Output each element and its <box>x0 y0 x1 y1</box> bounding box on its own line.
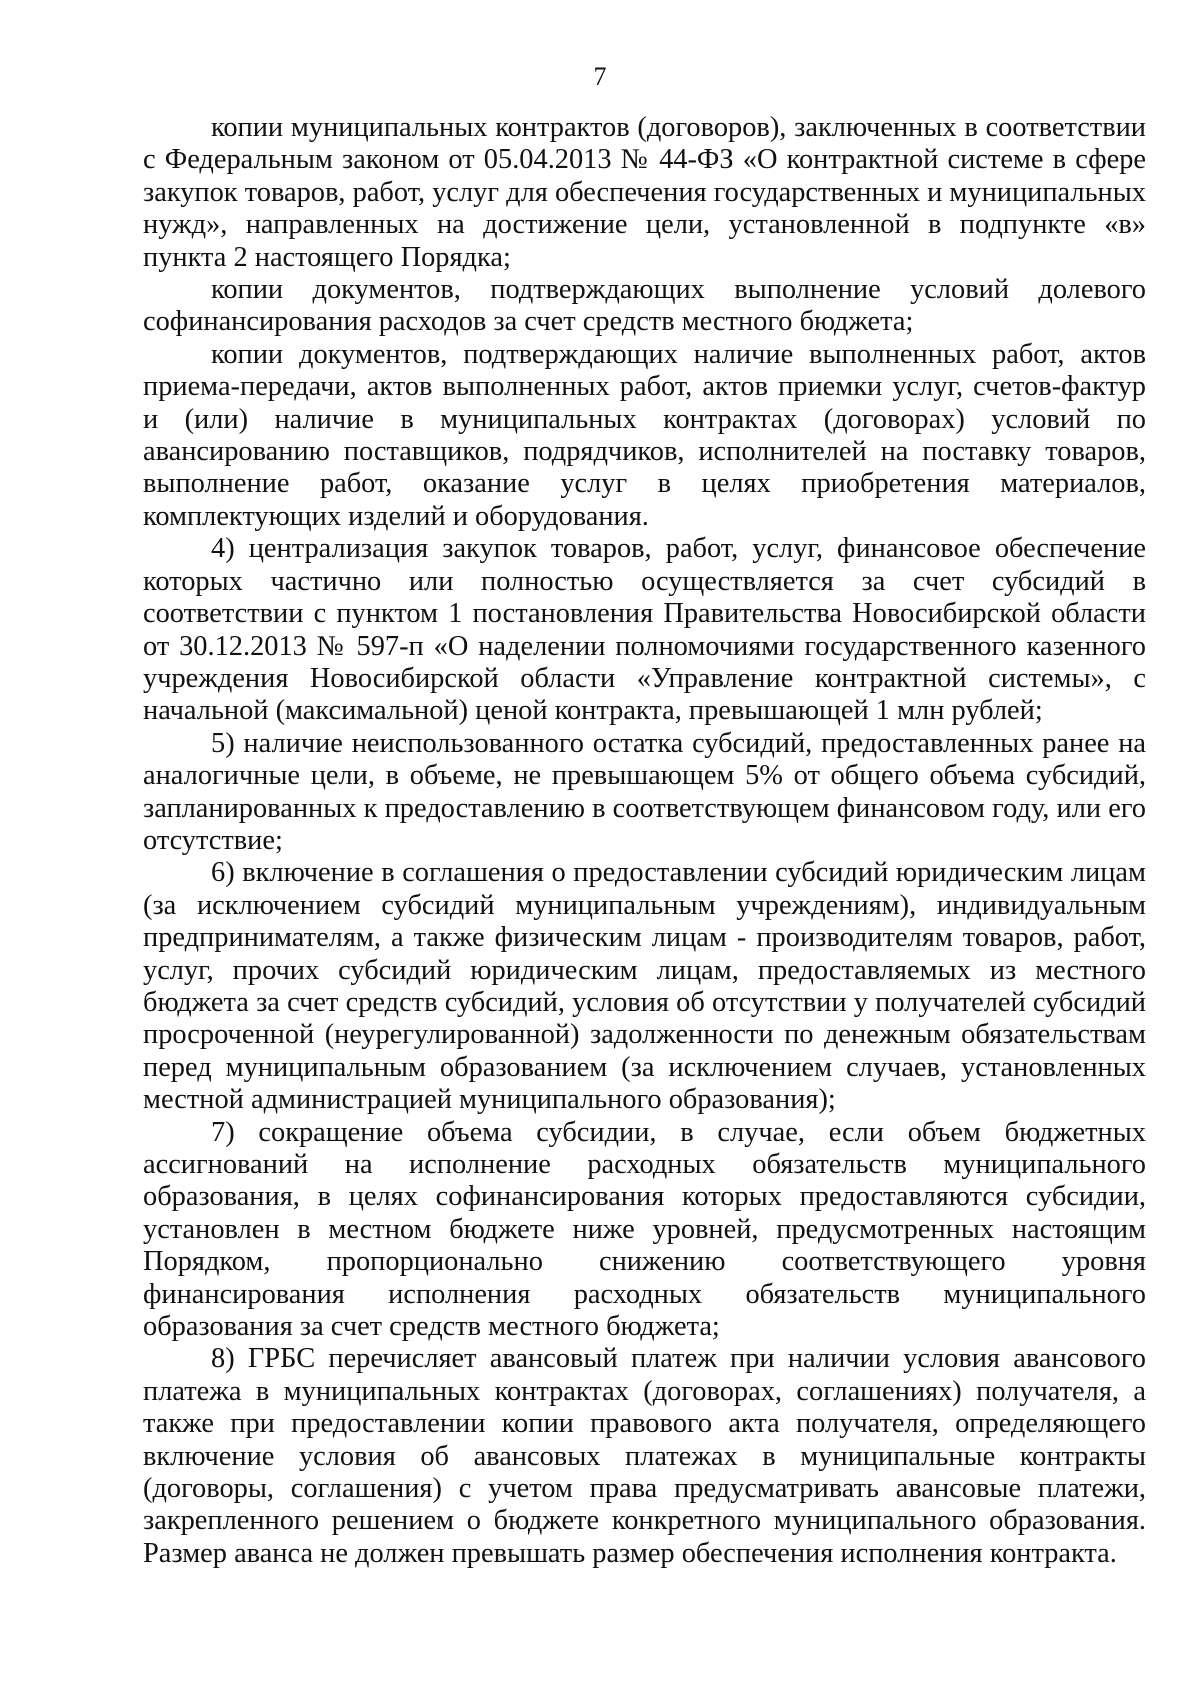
document-body <box>143 112 1146 1570</box>
paragraph-completed-works-documents: копии документов, подтверждающих наличие выполненных работ, актов приема-передачи, актов выполненных работ, актов приемки услуг, счетов-фактур и (или) наличие в муниципальных контрактах (договорах) условий по авансированию поставщиков, подрядчиков, исполнителей на поставку товаров, выполнение работ, оказание услуг в целях приобретения материалов, комплектующих изделий и оборудования. <box>143 338 1146 532</box>
paragraph-cofinancing-documents: копии документов, подтверждающих выполнение условий долевого софинансирования расходов за счет средств местного бюджета; <box>143 274 1146 338</box>
paragraph-item-8: 8) ГРБС перечисляет авансовый платеж при наличии условия авансового платежа в муниципальных контрактах (договорах, соглашениях) получателя, а также при предоставлении копии правового акта получателя, определяющего включение условия об авансовых платежах в муниципальные контракты (договоры, соглашения) с учетом права предусматривать авансовые платежи, закрепленного решением о бюджете конкретного муниципального образования. Размер аванса не должен превышать размер обеспечения исполнения контракта. <box>143 1343 1146 1569</box>
paragraph-contract-copies: копии муниципальных контрактов (договоров), заключенных в соответствии с Федеральным законом от 05.04.2013 № 44-ФЗ «О контрактной системе в сфере закупок товаров, работ, услуг для обеспечения государственных и муниципальных нужд», направленных на достижение цели, установленной в подпункте «в» пункта 2 настоящего Порядка; <box>143 112 1146 273</box>
page-number: 7 <box>593 62 607 91</box>
paragraph-item-6: 6) включение в соглашения о предоставлении субсидий юридическим лицам (за исключением субсидий муниципальным учреждениям), индивидуальным предпринимателям, а также физическим лицам - производителям товаров, работ, услуг, прочих субсидий юридическим лицам, предоставляемых из местного бюджета за счет средств субсидий, условия об отсутствии у получателей субсидий просроченной (неурегулированной) задолженности по денежным обязательствам перед муниципальным образованием (за исключением случаев, установленных местной администрацией муниципального образования); <box>143 857 1146 1116</box>
paragraph-item-4: 4) централизация закупок товаров, работ, услуг, финансовое обеспечение которых частично или полностью осуществляется за счет субсидий в соответствии с пунктом 1 постановления Правительства Новосибирской области от 30.12.2013 № 597-п «О наделении полномочиями государственного казенного учреждения Новосибирской области «Управление контрактной системы», с начальной (максимальной) ценой контракта, превышающей 1 млн рублей; <box>143 533 1146 727</box>
paragraph-item-7: 7) сокращение объема субсидии, в случае, если объем бюджетных ассигнований на исполнение расходных обязательств муниципального образования, в целях софинансирования которых предоставляются субсидии, установлен в местном бюджете ниже уровней, предусмотренных настоящим Порядком, пропорционально снижению соответствующего уровня финансирования исполнения расходных обязательств муниципального образования за счет средств местного бюджета; <box>143 1116 1146 1343</box>
paragraph-item-5: 5) наличие неиспользованного остатка субсидий, предоставленных ранее на аналогичные цели, в объеме, не превышающем 5% от общего объема субсидий, запланированных к предоставлению в соответствующем финансовом году, или его отсутствие; <box>143 727 1146 856</box>
